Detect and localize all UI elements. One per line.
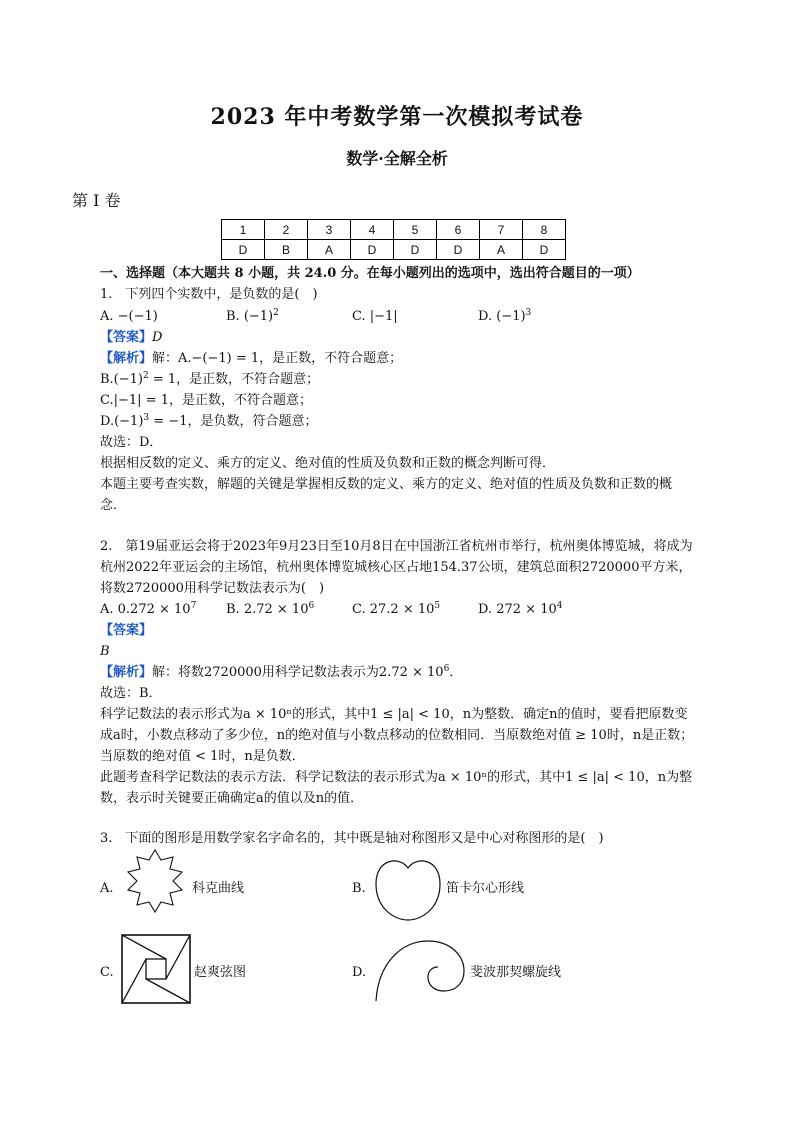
table-cell: 5 — [394, 220, 437, 240]
q3-label-c: 赵爽弦图 — [194, 965, 247, 980]
question-3-stem: 3. 下面的图形是用数学家名字命名的，其中既是轴对称图形又是中心对称图形的是( ) — [100, 831, 604, 846]
question-2-stem-1: 2. 第19届亚运会将于2023年9月23日至10月8日在中国浙江省杭州市举行，杭州奥体博览城，将成为 — [100, 539, 693, 554]
q2-text-4: 此题考查科学记数法的表示方法．科学记数法的表示形式为a × 10ⁿ的形式，其中1 ≤ |a| < 10，n为整 — [100, 770, 693, 785]
q1-analysis-3: C.|−1| = 1，是正数，不符合题意； — [100, 393, 312, 408]
table-cell: D — [394, 240, 437, 260]
table-cell: 6 — [437, 220, 480, 240]
page-subtitle: 数学·全解全析 — [346, 149, 448, 168]
zhao-shuang-diagram-figure — [120, 933, 192, 1005]
volume-label: 第 I 卷 — [72, 191, 121, 210]
table-cell: A — [480, 240, 523, 260]
koch-curve-shape — [128, 850, 182, 912]
table-cell: B — [265, 240, 308, 260]
q2-text-2: 成a时，小数点移动了多少位，n的绝对值与小数点移动的位数相同．当原数绝对值 ≥ 10时，n是正数； — [100, 728, 694, 743]
q2-text-1: 科学记数法的表示形式为a × 10ⁿ的形式，其中1 ≤ |a| < 10，n为整数．确定n的值时，要看把原数变 — [100, 707, 688, 722]
q2-option-c: C. $27.2 \times 10^5$ — [352, 601, 441, 617]
answer-table-number-row — [222, 220, 566, 240]
section-heading: 一、选择题（本大题共 8 小题，共 24.0 分。在每小题列出的选项中，选出符合题目的一项） — [100, 266, 640, 281]
cardioid-shape — [376, 861, 440, 920]
table-cell: 1 — [222, 220, 265, 240]
page-title: 2023 年中考数学第一次模拟考试卷 — [210, 104, 584, 130]
q3-label-d: 斐波那契螺旋线 — [470, 965, 562, 980]
table-cell: D — [523, 240, 566, 260]
q1-summary-3: 念． — [100, 498, 127, 513]
q2-option-a: A. $0.272 \times 10^7$ — [100, 601, 197, 617]
answer-table — [221, 219, 566, 260]
table-cell: 8 — [523, 220, 566, 240]
q1-answer: 【答案】D — [100, 330, 163, 345]
q3-option-c: C. — [100, 965, 114, 980]
q3-option-d: D. — [352, 965, 367, 980]
q1-summary-1: 根据相反数的定义、乘方的定义、绝对值的性质及负数和正数的概念判断可得． — [100, 456, 556, 471]
table-cell: D — [437, 240, 480, 260]
question-2-stem-3: 将数2720000用科学记数法表示为( ) — [100, 581, 325, 596]
q3-label-b: 笛卡尔心形线 — [446, 881, 525, 896]
q2-analysis: 【解析】解：将数2720000用科学记数法表示为$2.72 \times 10^6$． — [100, 664, 463, 680]
q1-option-a: A. −(−1) — [100, 309, 158, 324]
question-2-stem-2: 杭州2022年亚运会的主场馆，杭州奥体博览城核心区占地154.37公顷，建筑总面积2720000平方米， — [100, 560, 692, 575]
q1-analysis-2: $B.(-1)^2 = 1$，是正数，不符合题意； — [100, 371, 320, 387]
q2-text-5: 数，表示时关键要正确确定a的值以及n的值． — [100, 791, 364, 806]
table-cell: D — [351, 240, 394, 260]
fibonacci-spiral-figure — [372, 935, 468, 1003]
q2-option-b: B. $2.72 \times 10^6$ — [226, 601, 315, 617]
q1-analysis-4: $D.(-1)^3 = -1$，是负数，符合题意； — [100, 413, 318, 429]
q2-text-3: 当原数的绝对值 < 1时，n是负数． — [100, 749, 305, 764]
answer-table-answer-row — [222, 240, 566, 260]
table-cell: 3 — [308, 220, 351, 240]
q2-answer-label: 【答案】 — [100, 623, 153, 638]
cardioid-figure — [372, 852, 444, 924]
q3-option-a: A. — [100, 881, 114, 896]
q1-choose: 故选：D． — [100, 435, 163, 450]
q1-option-b: B. $(-1)^2$ — [226, 308, 279, 324]
q3-option-b: B. — [352, 881, 366, 896]
table-cell: 7 — [480, 220, 523, 240]
table-cell: D — [222, 240, 265, 260]
q1-summary-2: 本题主要考查实数，解题的关键是掌握相反数的定义、乘方的定义、绝对值的性质及负数和正数的概 — [100, 477, 673, 492]
q3-label-a: 科克曲线 — [192, 881, 245, 896]
q1-analysis-1: 【解析】解：A.−(−1) = 1，是正数，不符合题意； — [100, 351, 403, 366]
table-cell: A — [308, 240, 351, 260]
q2-choose: 故选：B． — [100, 686, 162, 701]
table-cell: 4 — [351, 220, 394, 240]
question-1-stem: 1. 下列四个实数中，是负数的是( ) — [100, 287, 318, 302]
zhao-shuang-shape — [122, 935, 190, 1003]
q2-answer-value: B — [100, 644, 110, 659]
koch-curve-figure — [118, 848, 192, 920]
table-cell: 2 — [265, 220, 308, 240]
fibonacci-spiral-shape — [376, 941, 464, 1001]
q2-option-d: D. $272 \times 10^4$ — [478, 601, 563, 617]
q1-option-c: C. |−1| — [352, 309, 398, 324]
q1-option-d: D. $(-1)^3$ — [478, 308, 532, 324]
